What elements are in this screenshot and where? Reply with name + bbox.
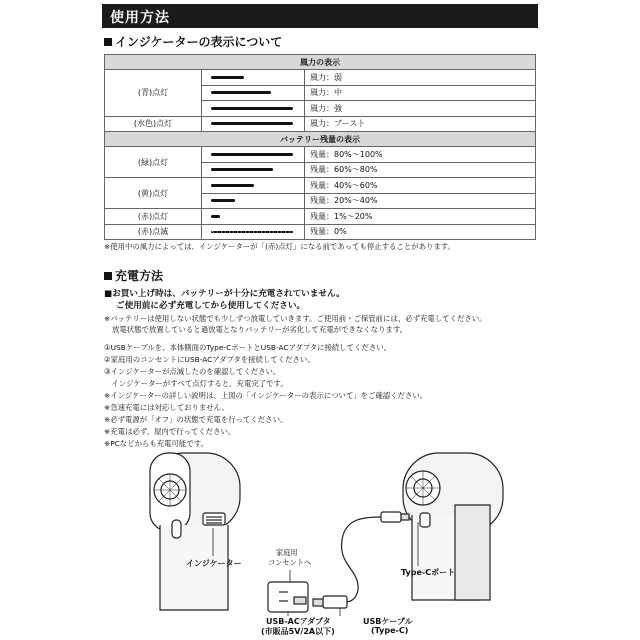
indicator-note: ※使用中の風力によっては、インジケーターが「(赤)点灯」になる前であっても停止することがあります。 (104, 242, 455, 251)
fan-device-left (150, 453, 240, 610)
indicator-state: (黄)点灯 (105, 178, 202, 209)
adapter-label-1: USB-ACアダプタ (266, 617, 331, 626)
indicator-value: 残量：80%〜100% (305, 147, 536, 163)
indicator-value: 風力：中 (305, 85, 536, 101)
step-line: ※インジケーターの詳しい説明は、上図の「インジケーターの表示について」をご確認ください。 (104, 391, 428, 400)
charging-note-1: ※バッテリーは使用しない状態でも少しずつ放電していきます。ご使用前・ご保管前には、必ず充電してください。 (104, 314, 487, 323)
wind-header: 風力の表示 (105, 55, 536, 70)
step-line: ①USBケーブルを、本体側面のType-CポートとUSB-ACアダプタに接続してください。 (104, 343, 391, 352)
usb-ac-adapter (268, 582, 308, 612)
indicator-value: 風力：ブースト (305, 116, 536, 132)
indicator-value: 残量：1%〜20% (305, 209, 536, 225)
charging-note-2: 放電状態で放置していると過放電となりバッテリーが劣化して充電ができなくなります。 (112, 325, 408, 334)
indicator-state: (水色)点灯 (105, 116, 202, 132)
indicator-state: (青)点灯 (105, 70, 202, 117)
indicator-value: 風力：強 (305, 101, 536, 117)
typec-label: Type-Cポート (401, 568, 456, 577)
cable-label-2: (Type-C) (371, 626, 409, 635)
step-line: インジケーターがすべて点灯すると、充電完了です。 (104, 379, 288, 388)
step-line: ※急速充電には対応しておりません。 (104, 403, 229, 412)
indicator-value: 風力：弱 (305, 70, 536, 86)
charging-section-title: 充電方法 (104, 267, 163, 284)
indicator-label: インジケーター (186, 559, 242, 568)
charging-warning-1: ■お買い上げ時は、バッテリーが十分に充電されていません。 (104, 289, 345, 299)
indicator-value: 残量：60%〜80% (305, 162, 536, 178)
indicator-section-title: インジケーターの表示について (104, 33, 282, 50)
indicator-state: (赤)点滅 (105, 224, 202, 240)
step-line: ③インジケーターが点滅したのを確認してください。 (104, 367, 281, 376)
page-title: 使用方法 (110, 10, 170, 26)
step-line: ※充電は必ず、屋内で行ってください。 (104, 427, 236, 436)
indicator-value: 残量：20%〜40% (305, 193, 536, 209)
indicator-state: (赤)点灯 (105, 209, 202, 225)
indicator-value: 残量：40%〜60% (305, 178, 536, 194)
adapter-label-2: (市販品5V/2A以下) (261, 627, 335, 636)
battery-header: バッテリー残量の表示 (105, 132, 536, 147)
outlet-label-1: 家庭用 (276, 548, 298, 557)
step-line: ※必ず電源が「オフ」の状態で充電を行ってください。 (104, 415, 288, 424)
cable-label-1: USBケーブル (363, 617, 413, 626)
step-line: ※PCなどからも充電可能です。 (104, 439, 208, 448)
charging-warning-2: ご使用前に必ず充電してから使用してください。 (116, 301, 306, 311)
step-line: ②家庭用のコンセントにUSB-ACアダプタを接続してください。 (104, 355, 315, 364)
indicator-value: 残量：0% (305, 224, 536, 240)
usb-cable (313, 512, 409, 608)
indicator-state: (緑)点灯 (105, 147, 202, 178)
outlet-label-2: コンセントへ (268, 558, 312, 567)
